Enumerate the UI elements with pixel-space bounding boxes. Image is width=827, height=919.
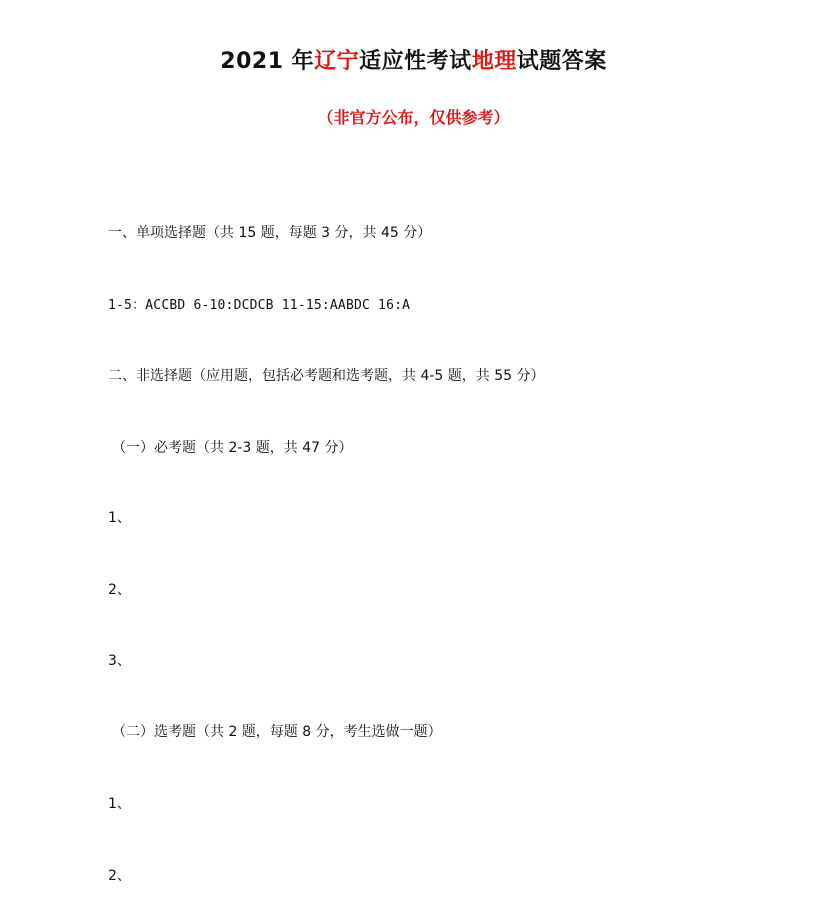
section2-heading: 二、非选择题（应用题，包括必考题和选考题，共 4-5 题，共 55 分）: [108, 368, 545, 384]
required-questions-heading: （一）必考题（共 2-3 题，共 47 分）: [112, 440, 353, 456]
title-exam: 适应性考试: [359, 49, 472, 74]
document-subtitle: （非官方公布，仅供参考）: [317, 108, 510, 127]
section1-answers: 1-5：ACCBD 6-10:DCDCB 11-15:AABDC 16:A: [108, 298, 411, 313]
optional-item-2: 2、: [108, 868, 131, 884]
document-title: [0, 44, 827, 75]
optional-item-1: 1、: [108, 796, 131, 812]
required-item-2: 2、: [108, 582, 131, 598]
required-item-1: 1、: [108, 510, 131, 526]
title-province: 辽宁: [314, 49, 360, 74]
title-subject: 地理: [471, 49, 517, 74]
title-year: 2021 年: [220, 49, 315, 74]
title-suffix: 试题答案: [516, 49, 607, 74]
optional-questions-heading: （二）选考题（共 2 题，每题 8 分，考生选做一题）: [112, 724, 442, 740]
section1-heading: 一、单项选择题（共 15 题，每题 3 分，共 45 分）: [108, 225, 432, 241]
required-item-3: 3、: [108, 653, 131, 669]
